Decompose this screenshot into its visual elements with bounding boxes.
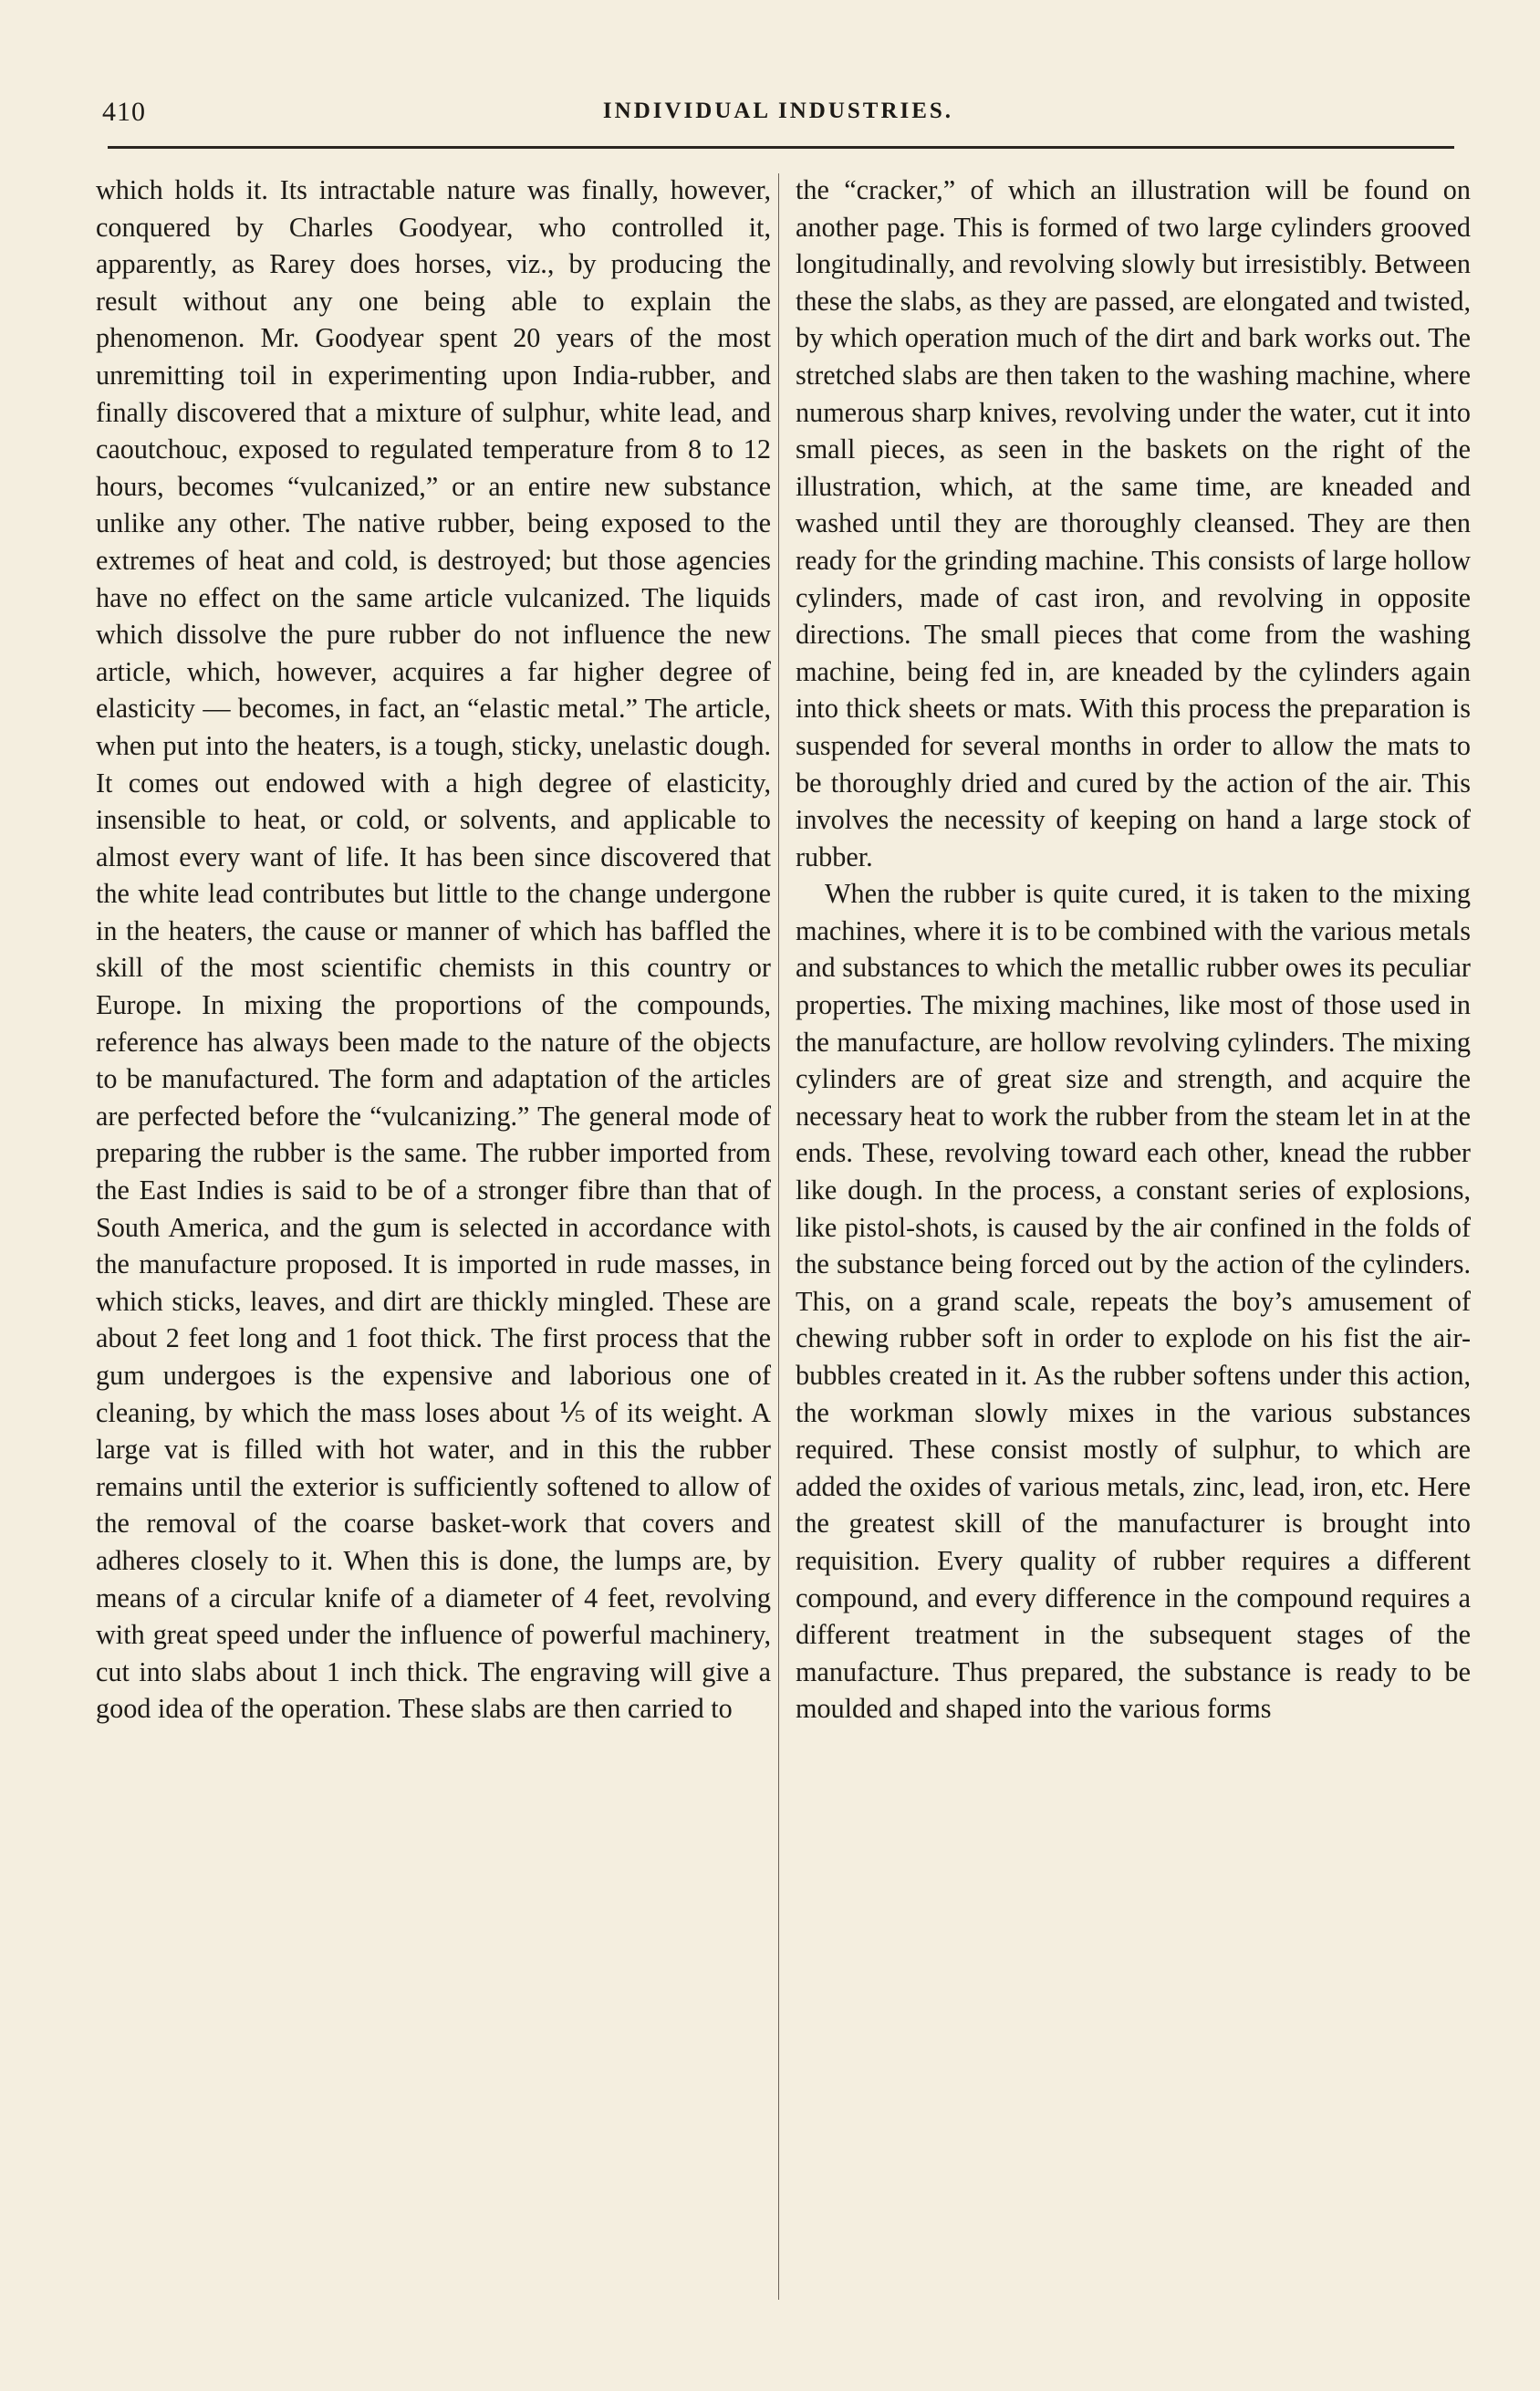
left-column xyxy=(96,172,771,2307)
paragraph: the “cracker,” of which an illustration will be found on another page. This is formed of two large cylinders grooved longitudinally, and revolving slowly but irresistibly. Between these the slabs, as they are passed, are elongated and twisted, by which operation much of the dirt and bark works out. The stretched slabs are then taken to the washing machine, where numerous sharp knives, revolving under the water, cut it into small pieces, as seen in the baskets on the right of the illustration, which, at the same time, are kneaded and washed until they are thoroughly cleansed. They are then ready for the grinding machine. This consists of large hollow cylinders, made of cast iron, and revolving in opposite directions. The small pieces that come from the washing machine, being fed in, are kneaded by the cylinders again into thick sheets or mats. With this process the preparation is suspended for several months in order to allow the mats to be thoroughly dried and cured by the action of the air. This involves the necessity of keeping on hand a large stock of rubber. xyxy=(796,174,1471,872)
paragraph: When the rubber is quite cured, it is taken to the mixing machines, where it is to be combined with the various metals and substances to which the metallic rubber owes its peculiar properties. The mixing machines, like most of those used in the manufacture, are hollow revolving cylinders. The mixing cylinders are of great size and strength, and acquire the necessary heat to work the rubber from the steam let in at the ends. These, revolving toward each other, knead the rubber like dough. In the process, a constant series of explosions, like pistol-shots, is caused by the air confined in the folds of the substance being forced out by the action of the cylinders. This, on a grand scale, repeats the boy’s amusement of chewing rubber soft in order to explode on his fist the air-bubbles created in it. As the rubber softens under this action, the workman slowly mixes in the various substances required. These consist mostly of sulphur, to which are added the oxides of various metals, zinc, lead, iron, etc. Here the greatest skill of the manufacturer is brought into requisition. Every quality of rubber requires a different compound, and every difference in the compound requires a different treatment in the subsequent stages of the manufacture. Thus prepared, the substance is ready to be moulded and shaped into the various forms xyxy=(796,878,1471,1725)
page-header xyxy=(102,88,1454,137)
right-column xyxy=(796,172,1471,2307)
page-number: 410 xyxy=(102,97,146,127)
paragraph: which holds it. Its intractable nature was finally, however, conquered by Charles Goodyear, who controlled it, apparently, as Rarey does horses, viz., by producing the result without any one being able to explain the phenomenon. Mr. Goodyear spent 20 years of the most unremitting toil in experimenting upon India-rubber, and finally discovered that a mixture of sulphur, white lead, and caoutchouc, exposed to regulated temperature from 8 to 12 hours, becomes “vulcanized,” or an entire new substance unlike any other. The native rubber, being exposed to the extremes of heat and cold, is destroyed; but those agencies have no effect on the same article vulcanized. The liquids which dissolve the pure rubber do not influence the new article, which, however, acquires a far higher degree of elasticity — becomes, in fact, an “elastic metal.” The article, when put into the heaters, is a tough, sticky, unelastic dough. It comes out endowed with a high degree of elasticity, insensible to heat, or cold, or solvents, and applicable to almost every want of life. It has been since discovered that the white lead contributes but little to the change undergone in the heaters, the cause or manner of which has baffled the skill of the most scientific chemists in this country or Europe. In mixing the proportions of the compounds, reference has always been made to the nature of the objects to be manufactured. The form and adaptation of the articles are perfected before the “vulcanizing.” The general mode of preparing the rubber is the same. The rubber imported from the East Indies is said to be of a stronger fibre than that of South America, and the gum is selected in accordance with the manufacture proposed. It is imported in rude masses, in which sticks, leaves, and dirt are thickly mingled. These are about 2 feet long and 1 foot thick. The first process that the gum undergoes is the expensive and laborious one of cleaning, by which the mass loses about ⅕ of its weight. A large vat is filled with hot water, and in this the rubber remains until the exterior is sufficiently softened to allow of the removal of the coarse basket-work that covers and adheres closely to it. When this is done, the lumps are, by means of a circular knife of a diameter of 4 feet, revolving with great speed under the influence of powerful machinery, cut into slabs about 1 inch thick. The engraving will give a good idea of the operation. These slabs are then carried to xyxy=(96,174,771,1725)
running-head: INDIVIDUAL INDUSTRIES. xyxy=(602,99,954,123)
column-divider xyxy=(778,173,779,2300)
header-rule xyxy=(108,146,1454,149)
